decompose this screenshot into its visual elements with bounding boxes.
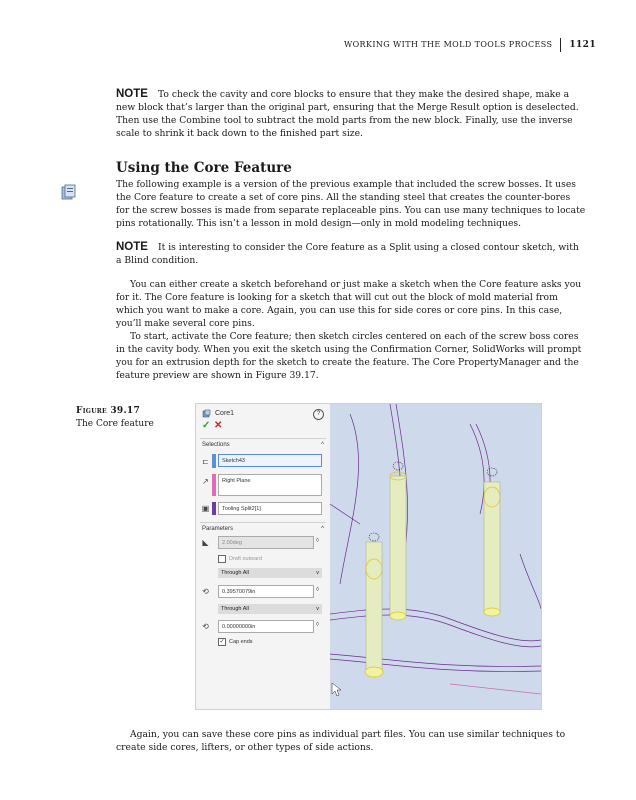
sketch-field[interactable]: Sketch43 [218,454,322,467]
pm-title: Core1 [215,410,235,417]
chevron-down-icon: v [316,606,319,612]
core-pin-3 [484,468,500,616]
cap-ends-checkbox[interactable]: ✓ Cap ends [219,639,253,645]
depth2-field[interactable]: 0.00000000in [218,620,314,633]
page-number: 1121 [569,40,596,50]
body-color-swatch [212,502,216,515]
ok-button[interactable]: ✓ [202,420,211,431]
direction-plane-field[interactable]: Right Plane [218,474,322,496]
note-label: NOTE [116,88,148,100]
sketch-icon: ⊏ [202,457,209,466]
direction2-dropdown[interactable]: Through All v [218,604,322,614]
direction1-dropdown[interactable]: Through All v [218,568,322,578]
depth1-field[interactable]: 0.39570079in [218,585,314,598]
depth-icon: ⟲ [202,587,209,596]
paragraph-text: To start, activate the Core feature; then sketch circles centered on each of the screw boss cores in the cavity body. When you exit the sketch using the Confirmation Corner, SolidWorks will prompt you for an extrusion depth for the sketch to create the feature. The Core PropertyManager and the feature preview are shown in Figure 39.17. [116,331,582,381]
section-heading: Using the Core Feature [116,160,292,176]
collapse-icon[interactable]: ^ [321,442,324,448]
graphics-viewport[interactable] [330,404,541,709]
note-text: To check the cavity and core blocks to ensure that they make the desired shape, make a new block that’s larger than the original part, ensuring that the Merge Result option is deselected. Then use the Combine tool to subtract the mold parts from the new block. Finally, use the inverse scale to shrink it back down to the finished part size. [116,89,579,139]
depth2-spinner[interactable]: ◊ [316,622,319,628]
draft-icon: ◣ [202,538,209,547]
note-text: It is interesting to consider the Core feature as a Split using a closed contour sketch, with a Blind condition. [116,242,579,266]
checkbox-box[interactable] [218,555,226,563]
figure-number: Figure 39.17 [76,406,141,416]
core-feature-icon [202,409,211,418]
note-label: NOTE [116,241,148,253]
cancel-button[interactable]: ✕ [214,420,223,431]
figure-screenshot [195,403,542,710]
collapse-icon[interactable]: ^ [321,526,324,532]
draft-outward-checkbox[interactable]: Draft outward [218,555,262,563]
paragraph-2 [116,278,586,382]
sketch-color-swatch [212,454,216,468]
selections-title: Selections [202,442,230,448]
chevron-down-icon: v [316,570,319,576]
companion-files-icon [60,183,78,201]
core-pin-2 [365,533,383,677]
closing-paragraph: Again, you can save these core pins as individual part files. You can use similar techniques to create side cores, lifters, or other types of side actions. [116,729,566,753]
selections-section [200,438,326,451]
core-property-manager [196,404,331,709]
pm-header [202,409,234,418]
plane-color-swatch [212,474,216,496]
running-head-title: WORKING WITH THE MOLD TOOLS PROCESS [344,38,561,52]
help-icon[interactable]: ? [313,409,324,420]
paragraph-text: The following example is a version of the previous example that included the screw bosses. It uses the Core feature to create a set of core pins. All the standing steel that creates the counter-bores for the screw bosses is made from separate replaceable pins. You can use many techniques to locate pins rotationally. This isn’t a lesson in mold design—only in mold modeling techniques. [116,179,586,229]
body-field[interactable]: Tooling Split2[1] [218,502,322,515]
running-head [344,38,596,52]
draft-spinner[interactable]: ◊ [316,538,319,544]
parameters-title: Parameters [202,526,234,532]
draft-angle-field[interactable]: 2.00deg [218,536,314,549]
body-icon: ▣ [201,504,210,513]
checkbox-box[interactable]: ✓ [219,639,225,645]
figure-label [76,405,154,431]
core-pin-1 [390,462,406,620]
parameters-section [200,522,326,535]
depth1-spinner[interactable]: ◊ [316,587,319,593]
paragraph-text: You can either create a sketch beforehand or just make a sketch when the Core feature asks you for it. The Core feature is looking for a sketch that will cut out the block of mold material from which you want to make a core. Again, you can use this for side cores or core pins. In this case, you’ll make several core pins. [116,279,582,329]
direction-arrow-icon[interactable]: ↗ [202,477,209,486]
figure-caption: The Core feature [76,419,154,429]
paragraph-1 [116,178,586,230]
depth-icon: ⟲ [202,622,209,631]
note-1 [116,88,586,140]
note-2 [116,241,586,267]
